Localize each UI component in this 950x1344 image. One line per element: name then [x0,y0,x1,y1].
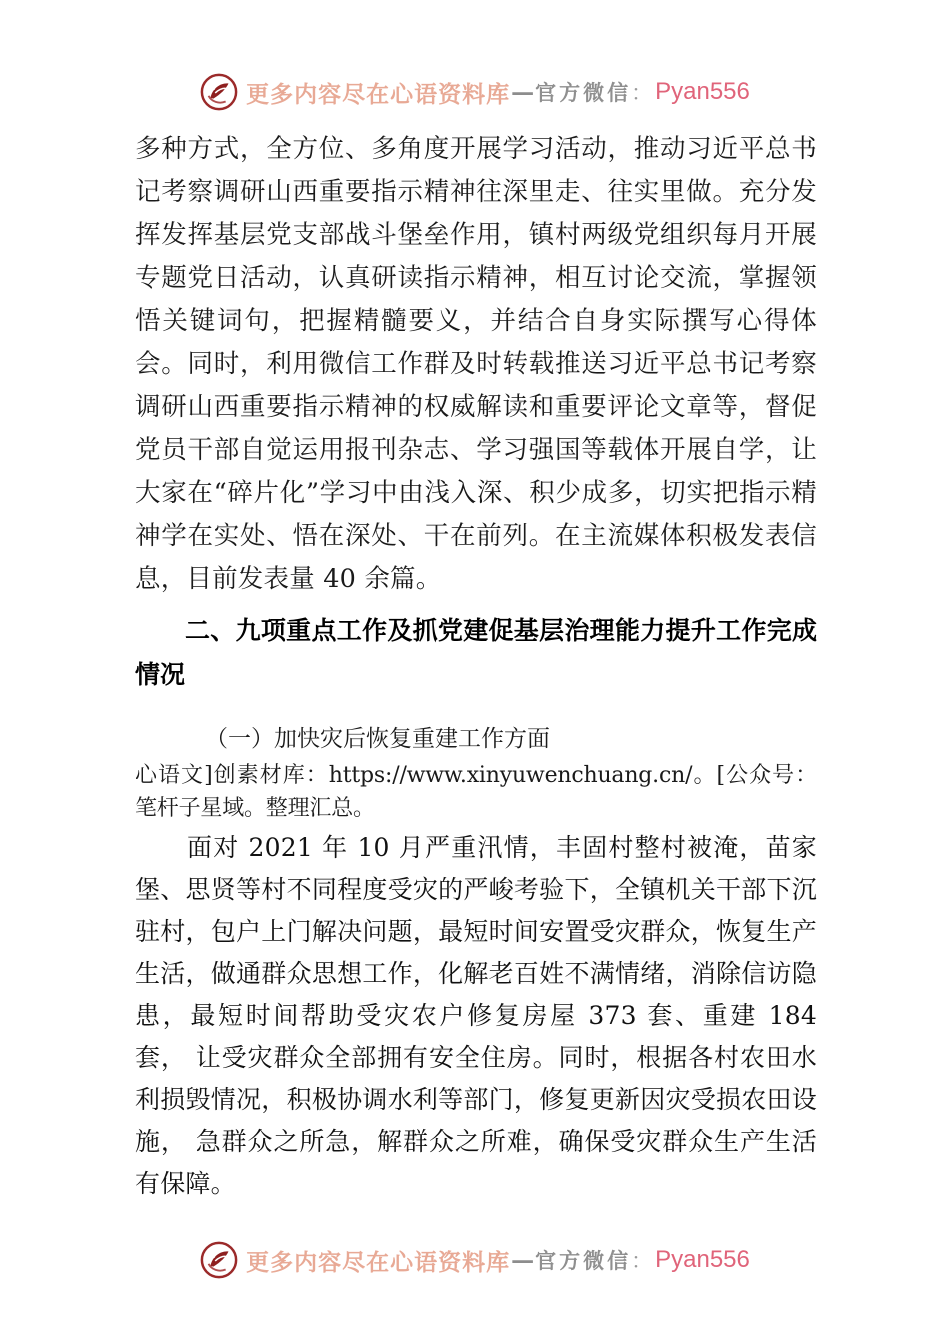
watermark-wechat-label: 官方微信 [535,80,632,105]
watermark-dash: — [511,78,535,106]
source-attribution-line: 心语文]创素材库：https://www.xinyuwenchuang.cn/。[公众号：笔杆子星域。整理汇总。 [135,763,817,821]
sub-heading-one: （一）加快灾后恢复重建工作方面 [205,726,550,752]
document-content [135,128,817,1205]
header-watermark [0,70,950,114]
watermark-colon: ： [631,81,653,105]
brush-circle-logo-icon [200,1241,238,1279]
watermark-dash: — [511,1246,535,1274]
section-heading-two: 二、九项重点工作及抓党建促基层治理能力提升工作完成情况 [135,617,817,689]
body-paragraph-1: 多种方式，全方位、多角度开展学习活动，推动习近平总书记考察调研山西重要指示精神往深里走、往实里做。充分发挥发挥基层党支部战斗堡垒作用，镇村两级党组织每月开展专题党日活动，认真研读指示精神，相互讨论交流，掌握领悟关键词句，把握精髓要义，并结合自身实际撰写心得体会。同时，利用微信工作群及时转载推送习近平总书记考察调研山西重要指示精神的权威解读和重要评论文章等，督促党员干部自觉运用报刊杂志、学习强国等载体开展自学，让大家在“碎片化”学习中由浅入深、积少成多，切实把指示精神学在实处、悟在深处、干在前列。在主流媒体积极发表信息，目前发表量 40 余篇。 [135,134,817,594]
brush-circle-logo-icon [200,73,238,111]
footer-watermark [0,1238,950,1282]
watermark-wechat-label: 官方微信 [535,1248,632,1273]
watermark-colon: ： [631,1249,653,1273]
watermark-account-id: Pyan556 [655,1246,750,1273]
watermark-cn-text: 更多内容尽在心语资料库 [246,1248,511,1276]
body-paragraph-2: 面对 2021 年 10 月严重汛情，丰固村整村被淹，苗家堡、思贤等村不同程度受灾的严峻考验下，全镇机关干部下沉驻村，包户上门解决问题，最短时间安置受灾群众，恢复生产生活，做通群众思想工作，化解老百姓不满情绪，消除信访隐患，最短时间帮助受灾农户修复房屋 373 套、重建 184 套， 让受灾群众全部拥有安全住房。同时，根据各村农田水利损毁情况，积极协调水利等部门，修复更新因灾受损农田设施， 急群众之所急，解群众之所难，确保受灾群众生产生活有保障。 [135,833,817,1198]
watermark-cn-text: 更多内容尽在心语资料库 [246,80,511,108]
watermark-account-id: Pyan556 [655,78,750,105]
